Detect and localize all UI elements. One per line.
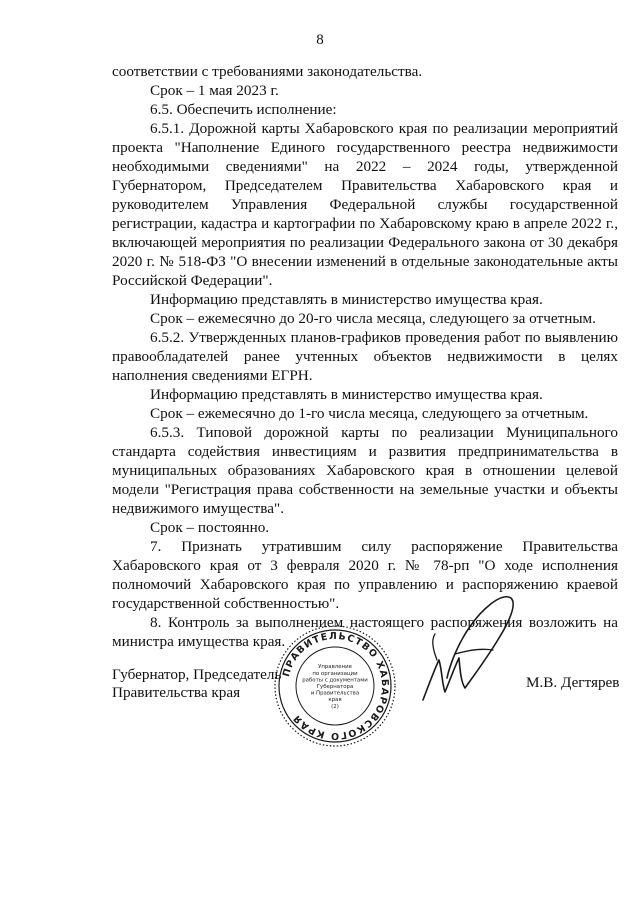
signatory-name: М.В. Дегтярев (526, 674, 620, 691)
seal-center-line: (2) (331, 703, 339, 710)
seal-center-line: Управление (318, 664, 352, 671)
paragraph: Информацию представлять в министерство имущества края. (150, 386, 543, 403)
seal-center-line: по организации (312, 670, 358, 677)
seal-center-line: Губернатора (316, 684, 354, 690)
paragraph: 6.5.2. Утвержденных планов-графиков проведения работ по выявлению правообладателей ранее учтенных объектов недвижимости в целях наполнения сведениями ЕГРН. (112, 329, 618, 384)
official-seal (273, 624, 397, 748)
seal-center-line: и Правительства (310, 690, 360, 697)
paragraph: 6.5.3. Типовой дорожной карты по реализации Муниципального стандарта содействия инвестициям и развития предпринимательства в муниципальных образованиях Хабаровского края в отношении целевой модели "Регистрация права собственности на земельные участки и объекты недвижимого имущества". (112, 424, 618, 517)
paragraph: 7. Признать утратившим силу распоряжение Правительства Хабаровского края от 3 февраля 2020 г. № 78-рп "О ходе исполнения полномочий Хабаровского края по управлению и распоряжению краевой государственной собственностью". (112, 538, 618, 612)
paragraph: Срок – ежемесячно до 1-го числа месяца, следующего за отчетным. (150, 405, 589, 422)
paragraph: Срок – ежемесячно до 20-го числа месяца, следующего за отчетным. (150, 310, 596, 327)
seal-center-line: края (328, 697, 342, 704)
paragraph: Срок – 1 мая 2023 г. (150, 82, 279, 99)
paragraph: 6.5.1. Дорожной карты Хабаровского края по реализации мероприятий проекта "Наполнение Единого государственного реестра недвижимости необходимыми сведениями" на 2022 – 2024 годы, утвержденной Губернатором, Председателем Правительства Хабаровского края и руководителем Управления Федеральной службы государственной регистрации, кадастра и картографии по Хабаровскому краю в апреле 2022 г., включающей мероприятия по реализации Федерального закона от 30 декабря 2020 г. № 518-ФЗ "О внесении изменений в отдельные законодательные акты Российской Федерации". (112, 120, 618, 289)
paragraph: 6.5. Обеспечить исполнение: (150, 101, 337, 118)
signatory-position (112, 666, 281, 702)
seal-center-line: работы с документами (302, 677, 368, 684)
signatory-position-line1: Губернатор, Председатель (112, 666, 282, 683)
document-body (112, 62, 618, 651)
signatory-position-line2: Правительства края (112, 684, 241, 701)
seal-ring-text: ПРАВИТЕЛЬСТВО ХАБАРОВСКОГО КРАЯ (280, 630, 391, 742)
handwritten-signature (395, 588, 525, 728)
paragraph: соответствии с требованиями законодательства. (112, 63, 423, 80)
page-number: 8 (316, 32, 324, 48)
paragraph: Информацию представлять в министерство имущества края. (150, 291, 543, 308)
paragraph: Срок – постоянно. (150, 519, 270, 536)
paragraph: 8. Контроль за выполнением настоящего распоряжения возложить на министра имущества края. (112, 614, 618, 650)
